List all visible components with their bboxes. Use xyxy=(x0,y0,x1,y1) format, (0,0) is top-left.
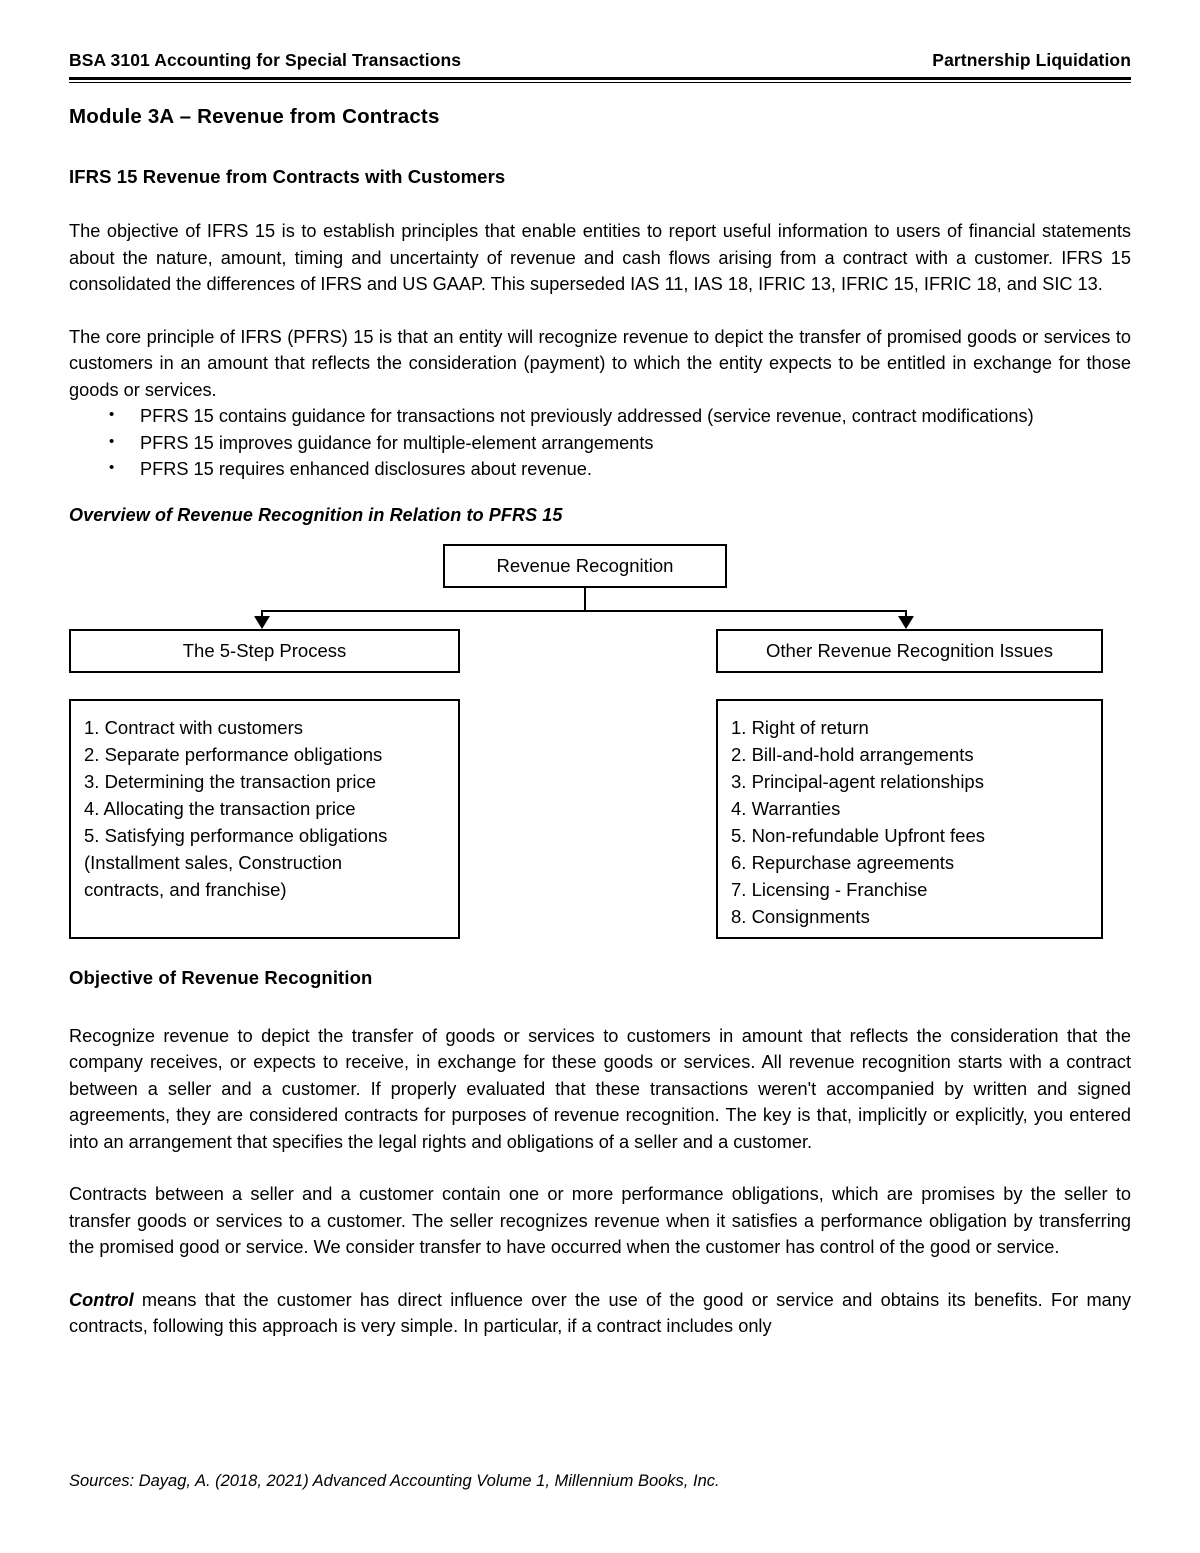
list-item: 5. Non-refundable Upfront fees xyxy=(731,824,986,846)
header-divider xyxy=(69,77,1131,83)
diagram-right-branch-label: Other Revenue Recognition Issues xyxy=(766,639,1053,661)
footer-sources: Sources: Dayag, A. (2018, 2021) Advanced Accounting Volume 1, Millennium Books, Inc. xyxy=(69,1472,720,1490)
header-course-label: BSA 3101 Accounting for Special Transactions xyxy=(69,50,462,70)
arrow-down-right-icon xyxy=(898,616,914,629)
diagram-right-branch-box xyxy=(716,629,1103,673)
list-item: contracts, and franchise) xyxy=(84,878,287,900)
section-heading-ifrs15: IFRS 15 Revenue from Contracts with Customers xyxy=(69,166,506,187)
list-item: • PFRS 15 requires enhanced disclosures about revenue. xyxy=(69,456,1131,483)
list-item: 6. Repurchase agreements xyxy=(731,851,955,873)
list-item: 3. Determining the transaction price xyxy=(84,770,377,792)
page-title: Module 3A – Revenue from Contracts xyxy=(69,105,440,128)
paragraph-objective-1: Recognize revenue to depict the transfer of goods or services to customers in amount that reflects the consideration that the company receives, or expects to receive, in exchange for these goods or services. All revenue recognition starts with a contract between a seller and a customer. If properly evaluated that these transactions weren't accompanied by written and signed agreements, they are considered contracts for purposes of revenue recognition. The key is that, implicitly or explicitly, you entered into an arrangement that specifies the legal rights and obligations of a seller and a customer. xyxy=(69,1025,1131,1152)
connector-root-vertical xyxy=(584,588,586,611)
paragraph-ifrs15-objective: The objective of IFRS 15 is to establish principles that enable entities to report useful information to users of financial statements about the nature, amount, timing and uncertainty of revenue and cash flows arising from a contract with a customer. IFRS 15 consolidated the differences of IFRS and US GAAP. This superseded IAS 11, IAS 18, IFRIC 13, IFRIC 15, IFRIC 18, and SIC 13. xyxy=(69,221,1131,294)
paragraph-control xyxy=(69,1287,1131,1340)
control-definition: means that the customer has direct influence over the use of the good or service and obtains its benefits. For many contracts, following this approach is very simple. In particular, if a contract includes only xyxy=(69,1289,1131,1336)
list-item: 2. Separate performance obligations xyxy=(84,743,383,765)
list-item: • PFRS 15 improves guidance for multiple-element arrangements xyxy=(69,430,1131,457)
paragraph-objective-2: Contracts between a seller and a customer contain one or more performance obligations, which are promises by the seller to transfer goods or services to a customer. The seller recognizes revenue when it satisfies a performance obligation by transferring the promised good or service. We consider transfer to have occurred when the customer has control of the good or service. xyxy=(69,1184,1131,1257)
section-heading-objective: Objective of Revenue Recognition xyxy=(69,966,373,988)
bullet-list-pfrs15 xyxy=(69,403,1131,483)
list-item: 4. Allocating the transaction price xyxy=(84,797,356,819)
five-step-process-list xyxy=(84,714,458,903)
diagram-left-branch-box xyxy=(69,629,460,673)
list-item: 4. Warranties xyxy=(731,797,841,819)
paragraph-core-principle: The core principle of IFRS (PFRS) 15 is that an entity will recognize revenue to depict the transfer of promised goods or services to customers in an amount that reflects the consideration (payment) to which the entity expects to be entitled in exchange for those goods or services. xyxy=(69,326,1131,400)
list-item: (Installment sales, Construction xyxy=(84,851,343,873)
list-item: 1. Contract with customers xyxy=(84,716,303,738)
list-item: • PFRS 15 contains guidance for transactions not previously addressed (service revenue, contract modifications) xyxy=(69,403,1131,430)
connector-horizontal xyxy=(262,610,907,612)
revenue-recognition-diagram xyxy=(69,544,1131,949)
control-term: Control xyxy=(69,1289,134,1310)
list-item: 3. Principal-agent relationships xyxy=(731,770,984,792)
header-topic-label: Partnership Liquidation xyxy=(932,50,1131,70)
section-heading-overview: Overview of Revenue Recognition in Relation to PFRS 15 xyxy=(69,504,563,525)
diagram-root-box xyxy=(443,544,727,588)
list-item: 1. Right of return xyxy=(731,716,869,738)
diagram-left-branch-label: The 5-Step Process xyxy=(182,639,347,661)
arrow-down-left-icon xyxy=(254,616,270,629)
list-item: 7. Licensing - Franchise xyxy=(731,878,928,900)
diagram-root-label: Revenue Recognition xyxy=(496,554,674,576)
other-revenue-issues-list xyxy=(731,714,1101,930)
list-item: 5. Satisfying performance obligations xyxy=(84,824,388,846)
running-header xyxy=(69,0,1131,71)
list-item: 8. Consignments xyxy=(731,905,870,927)
diagram-right-list-box xyxy=(716,699,1103,939)
diagram-left-list-box xyxy=(69,699,460,939)
list-item: 2. Bill-and-hold arrangements xyxy=(731,743,974,765)
